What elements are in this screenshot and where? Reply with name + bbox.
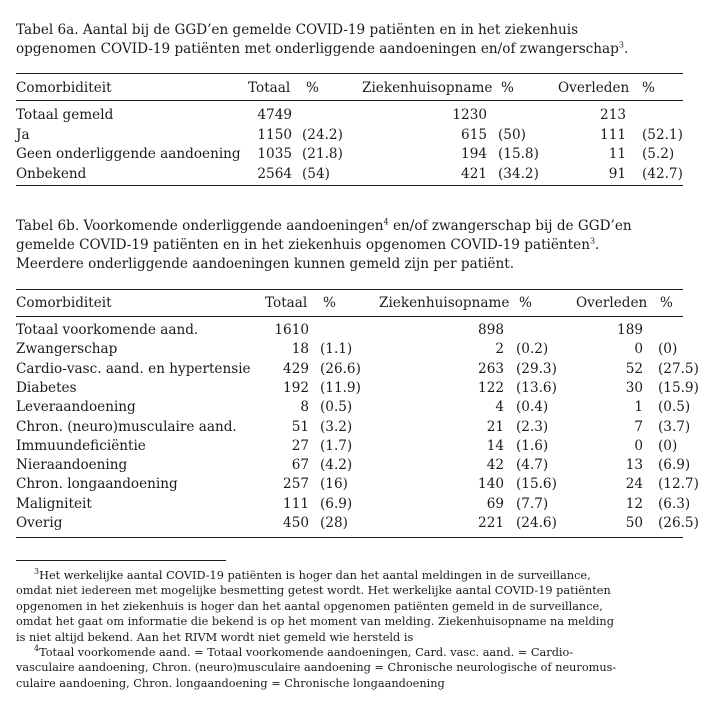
cell-totaal: 2564 — [257, 165, 292, 182]
cell-comorbidity: Chron. longaandoening — [16, 476, 178, 493]
cell-comorbidity: Maligniteit — [16, 495, 92, 512]
cell-ziekenhuisopname: 898 — [478, 322, 504, 338]
cell-ziekenhuis-pct: (34.2) — [498, 165, 539, 182]
cell-comorbidity: Onbekend — [16, 165, 87, 182]
cell-ziekenhuisopname: 122 — [478, 379, 504, 396]
cell-overleden: 91 — [608, 165, 626, 182]
cell-comorbidity: Ja — [16, 126, 30, 143]
column-header-overleden-pct: % — [642, 80, 655, 96]
column-header-totaal-pct: % — [306, 80, 319, 96]
cell-totaal-pct: (1.7) — [320, 437, 353, 454]
cell-overleden-pct: (5.2) — [642, 146, 675, 162]
cell-ziekenhuis-pct: (29.3) — [516, 360, 557, 377]
cell-overleden-pct: (0) — [658, 437, 678, 454]
cell-totaal-pct: (24.2) — [302, 126, 343, 143]
cell-ziekenhuis-pct: (1.6) — [516, 437, 549, 454]
cell-ziekenhuis-pct: (13.6) — [516, 379, 557, 396]
header-rule — [16, 316, 683, 317]
column-header-ziekenhuisopname: Ziekenhuisopname — [362, 80, 493, 96]
cell-ziekenhuis-pct: (15.8) — [498, 146, 539, 162]
cell-overleden-pct: (0) — [658, 341, 678, 358]
column-header-ziekenhuis-pct: % — [501, 80, 514, 96]
cell-totaal: 450 — [283, 515, 309, 531]
cell-overleden-pct: (15.9) — [658, 379, 699, 396]
cell-totaal: 192 — [283, 379, 309, 396]
cell-overleden-pct: (6.3) — [658, 495, 691, 512]
column-header-totaal: Totaal — [248, 80, 291, 96]
cell-totaal: 4749 — [257, 107, 292, 123]
cell-ziekenhuisopname: 263 — [478, 360, 504, 377]
cell-ziekenhuisopname: 194 — [461, 146, 487, 162]
cell-overleden: 0 — [634, 437, 643, 454]
bottom-rule — [16, 185, 683, 186]
cell-overleden: 111 — [600, 126, 626, 143]
table-6a-top-rule — [16, 73, 683, 74]
cell-ziekenhuisopname: 42 — [486, 457, 504, 474]
cell-overleden-pct: (6.9) — [658, 457, 691, 474]
cell-totaal: 1150 — [257, 126, 292, 143]
cell-ziekenhuis-pct: (2.3) — [516, 418, 549, 435]
caption-line: gemelde COVID-19 patiënten en in het ziekenhuis opgenomen COVID-19 patiënten$^3$. — [16, 236, 600, 253]
cell-overleden-pct: (42.7) — [642, 165, 683, 182]
cell-comorbidity: Immuundeficiëntie — [16, 437, 146, 454]
cell-totaal-pct: (16) — [320, 476, 348, 493]
cell-overleden: 50 — [625, 515, 643, 531]
caption-line: Tabel 6b. Voorkomende onderliggende aandoeningen$^4$ en/of zwangerschap bij de GGD’en — [16, 217, 632, 234]
column-header-ziekenhuis-pct: % — [519, 295, 532, 311]
cell-overleden: 11 — [608, 146, 626, 162]
cell-ziekenhuisopname: 2 — [495, 341, 504, 358]
cell-overleden: 213 — [600, 107, 626, 123]
cell-comorbidity: Diabetes — [16, 379, 77, 396]
cell-overleden: 12 — [625, 495, 643, 512]
bottom-rule — [16, 537, 683, 538]
cell-ziekenhuisopname: 1230 — [452, 107, 487, 123]
footnote-rule — [16, 560, 226, 561]
cell-comorbidity: Totaal voorkomende aand. — [16, 322, 199, 338]
cell-totaal: 257 — [283, 476, 309, 493]
cell-ziekenhuisopname: 140 — [478, 476, 504, 493]
cell-ziekenhuisopname: 14 — [486, 437, 504, 454]
caption-line: Meerdere onderliggende aandoeningen kunnen gemeld zijn per patiënt. — [16, 256, 515, 272]
column-header-ziekenhuisopname: Ziekenhuisopname — [379, 295, 510, 311]
cell-totaal: 429 — [283, 360, 309, 377]
column-header-comorbidity: Comorbiditeit — [16, 80, 112, 96]
table-6b-top-rule — [16, 289, 683, 290]
cell-totaal: 8 — [300, 399, 309, 416]
column-header-overleden: Overleden — [558, 80, 630, 96]
cell-totaal: 18 — [291, 341, 309, 358]
cell-comorbidity: Totaal gemeld — [16, 107, 114, 123]
table-6b-caption — [16, 217, 696, 274]
cell-comorbidity: Cardio-vasc. aand. en hypertensie — [16, 360, 251, 377]
cell-totaal-pct: (21.8) — [302, 146, 343, 162]
cell-totaal-pct: (3.2) — [320, 418, 353, 435]
cell-ziekenhuis-pct: (0.4) — [516, 399, 549, 416]
cell-totaal-pct: (54) — [302, 165, 330, 182]
caption-line: Tabel 6a. Aantal bij de GGD’en gemelde COVID-19 patiënten en in het ziekenhuis — [16, 22, 579, 38]
cell-ziekenhuis-pct: (50) — [498, 126, 526, 143]
cell-ziekenhuis-pct: (24.6) — [516, 515, 557, 531]
footnote-3: $^3$Het werkelijke aantal COVID-19 patiënten is hoger dan het aantal meldingen in de surveillance, omdat niet iedereen met mogelijke besmetting getest wordt. Het werkelijke aantal COVID-19 patiënten opgenomen in het ziekenhuis is hoger dan het aantal opgenomen patiënten gemeld in de surveillance, omdat het gaat om informatie die bekend is op het moment van melding. Ziekenhuisopname na melding is niet altijd bekend. Aan het RIVM wordt niet gemeld wie hersteld is — [16, 567, 614, 644]
cell-overleden-pct: (26.5) — [658, 515, 699, 531]
cell-overleden-pct: (3.7) — [658, 418, 691, 435]
cell-comorbidity: Zwangerschap — [16, 341, 118, 358]
cell-comorbidity: Geen onderliggende aandoening — [16, 146, 241, 162]
cell-totaal-pct: (28) — [320, 515, 348, 531]
cell-overleden-pct: (0.5) — [658, 399, 691, 416]
cell-ziekenhuisopname: 21 — [486, 418, 504, 435]
cell-overleden: 1 — [634, 399, 643, 416]
cell-totaal: 111 — [283, 495, 309, 512]
cell-totaal-pct: (6.9) — [320, 495, 353, 512]
header-rule — [16, 100, 683, 101]
cell-comorbidity: Chron. (neuro)musculaire aand. — [16, 418, 237, 435]
column-header-comorbidity: Comorbiditeit — [16, 295, 112, 311]
cell-totaal: 27 — [291, 437, 309, 454]
table-6a-caption — [16, 21, 696, 59]
cell-ziekenhuisopname: 615 — [461, 126, 487, 143]
cell-overleden-pct: (12.7) — [658, 476, 699, 493]
cell-ziekenhuisopname: 221 — [478, 515, 504, 531]
cell-overleden: 7 — [634, 418, 643, 435]
cell-ziekenhuisopname: 421 — [461, 165, 487, 182]
cell-ziekenhuisopname: 4 — [495, 399, 504, 416]
cell-comorbidity: Overig — [16, 515, 63, 531]
cell-ziekenhuisopname: 69 — [486, 495, 504, 512]
cell-overleden-pct: (52.1) — [642, 126, 683, 143]
cell-overleden: 30 — [625, 379, 643, 396]
cell-comorbidity: Leveraandoening — [16, 399, 136, 416]
cell-overleden: 189 — [617, 322, 643, 338]
cell-totaal-pct: (11.9) — [320, 379, 361, 396]
column-header-overleden: Overleden — [576, 295, 648, 311]
cell-ziekenhuis-pct: (4.7) — [516, 457, 549, 474]
cell-totaal: 1035 — [257, 146, 292, 162]
cell-totaal: 67 — [291, 457, 309, 474]
cell-totaal: 1610 — [274, 322, 309, 338]
cell-overleden: 13 — [625, 457, 643, 474]
cell-ziekenhuis-pct: (0.2) — [516, 341, 549, 358]
cell-totaal-pct: (0.5) — [320, 399, 353, 416]
cell-overleden: 24 — [625, 476, 643, 493]
cell-totaal-pct: (4.2) — [320, 457, 353, 474]
cell-totaal-pct: (1.1) — [320, 341, 353, 358]
cell-overleden-pct: (27.5) — [658, 360, 699, 377]
cell-overleden: 0 — [634, 341, 643, 358]
cell-totaal-pct: (26.6) — [320, 360, 361, 377]
column-header-totaal: Totaal — [265, 295, 308, 311]
column-header-totaal-pct: % — [323, 295, 336, 311]
footnote-4: $^4$Totaal voorkomende aand. = Totaal voorkomende aandoeningen, Card. vasc. aand. = Cardio- vasculaire aandoening, Chron. (neuro)musculaire aandoening = Chronische neurologische of neuromus- culaire aandoening, Chron. longaandoening = Chronische longaandoening — [16, 644, 617, 690]
cell-totaal: 51 — [291, 418, 309, 435]
column-header-overleden-pct: % — [660, 295, 673, 311]
cell-ziekenhuis-pct: (15.6) — [516, 476, 557, 493]
cell-overleden: 52 — [625, 360, 643, 377]
cell-comorbidity: Nieraandoening — [16, 457, 128, 474]
cell-ziekenhuis-pct: (7.7) — [516, 495, 549, 512]
caption-line: opgenomen COVID-19 patiënten met onderliggende aandoeningen en/of zwangerschap$^3$. — [16, 40, 629, 57]
